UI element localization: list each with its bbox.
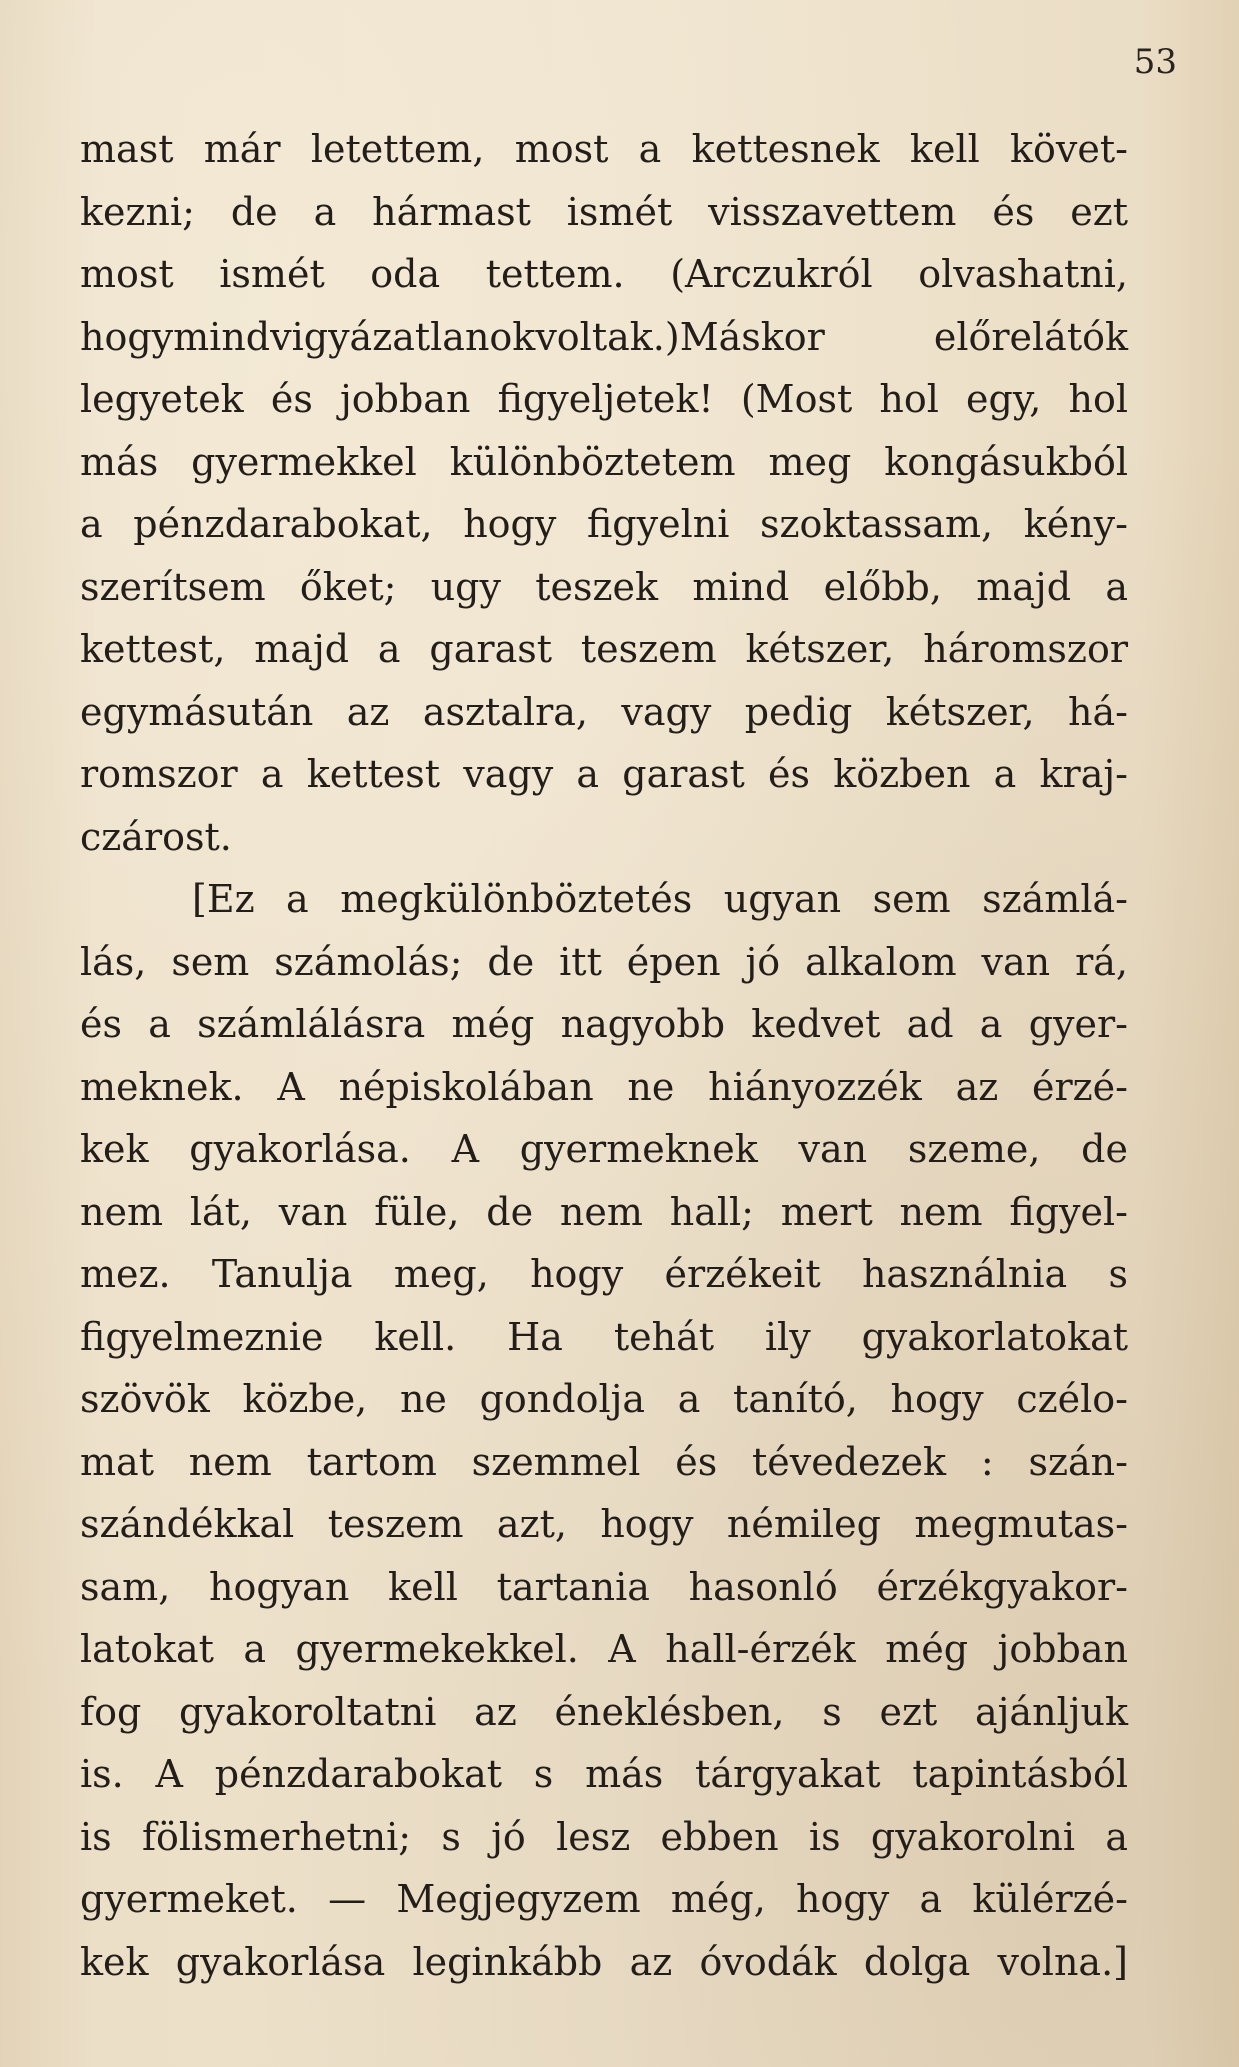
text-line: a pénzdarabokat, hogy figyelni szoktassam, kény- [80,502,1128,546]
text-line: egymásután az asztalra, vagy pedig kétszer, há- [80,689,1128,734]
text-line: is fölismerhetni; s jó lesz ebben is gyakorolni a [80,1814,1128,1859]
body-text [80,118,1128,1993]
text-line: kezni; de a hármast ismét visszavettem és ezt [80,189,1128,234]
text-line: meknek. A népiskolában ne hiányozzék az érzé- [80,1064,1128,1109]
text-line: szándékkal teszem azt, hogy némileg megmutas- [80,1502,1128,1546]
text-line: [Ez a megkülönböztetés ugyan sem számlá- [192,877,1128,921]
text-line: is. A pénzdarabokat s más tárgyakat tapintásból [80,1752,1128,1796]
text-line: kek gyakorlása. A gyermeknek van szeme, de [80,1127,1128,1171]
text-line: és a számlálásra még nagyobb kedvet ad a gyer- [80,1002,1128,1046]
text-line: fog gyakoroltatni az éneklésben, s ezt ajánljuk [80,1689,1128,1734]
text-line: most ismét oda tettem. (Arczukról olvashatni, [80,252,1128,296]
text-line: szövök közbe, ne gondolja a tanító, hogy czélo- [80,1377,1128,1421]
text-line: figyelmeznie kell. Ha tehát ily gyakorlatokat [80,1314,1128,1359]
text-line: szerítsem őket; ugy teszek mind előbb, majd a [80,564,1128,609]
text-line: mast már letettem, most a kettesnek kell követ- [80,127,1128,171]
text-line: lás, sem számolás; de itt épen jó alkalom van rá, [80,939,1128,984]
text-line: más gyermekkel különböztetem meg kongásukból [80,439,1128,484]
page-number: 53 [1133,42,1177,82]
text-line: nem lát, van füle, de nem hall; mert nem figyel- [80,1189,1128,1234]
text-line: gyermeket. — Megjegyzem még, hogy a külérzé- [80,1877,1128,1921]
text-line: hogymindvigyázatlanokvoltak.)Máskor előrelátók [80,314,1128,359]
text-line: latokat a gyermekekkel. A hall-érzék még jobban [80,1627,1128,1671]
text-line: mez. Tanulja meg, hogy érzékeit használnia s [80,1252,1128,1296]
text-line: legyetek és jobban figyeljetek! (Most hol egy, hol [80,377,1128,421]
text-line: romszor a kettest vagy a garast és közben a kraj- [80,752,1128,796]
text-line: czárost. [80,814,232,859]
text-line: mat nem tartom szemmel és tévedezek : szán- [80,1439,1128,1484]
text-line: kettest, majd a garast teszem kétszer, háromszor [80,627,1128,671]
text-line: kek gyakorlása leginkább az óvodák dolga volna.] [80,1939,1128,1984]
text-line: sam, hogyan kell tartania hasonló érzékgyakor- [80,1564,1128,1609]
